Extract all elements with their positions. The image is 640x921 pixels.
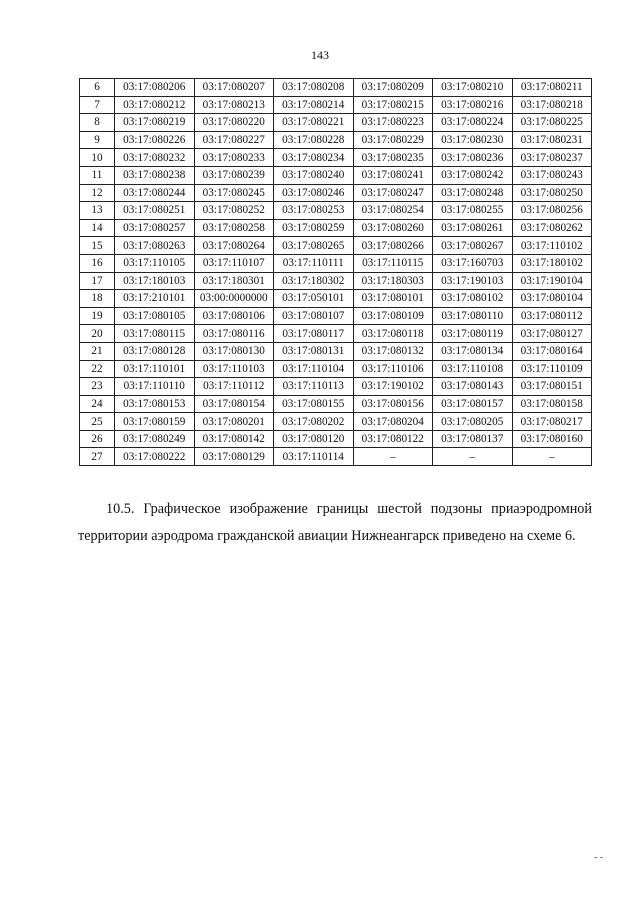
cadastral-number-cell: – [512,448,592,466]
cadastral-number-cell: 03:17:180302 [274,272,354,290]
row-number-cell: 22 [80,360,115,378]
table-row [80,325,592,343]
row-number-cell: 24 [80,395,115,413]
row-number-cell: 10 [80,149,115,167]
cadastral-number-cell: 03:17:110107 [194,254,274,272]
cadastral-number-cell: 03:17:080201 [194,413,274,431]
cadastral-number-cell: 03:17:110106 [353,360,433,378]
cadastral-number-cell: 03:17:080245 [194,184,274,202]
cadastral-number-cell: 03:17:080134 [433,342,513,360]
cadastral-number-cell: 03:17:080241 [353,166,433,184]
cadastral-number-cell: 03:17:080248 [433,184,513,202]
cadastral-number-cell: 03:17:080129 [194,448,274,466]
row-number-cell: 25 [80,413,115,431]
cadastral-number-cell: 03:17:080159 [115,413,195,431]
cadastral-number-cell: – [353,448,433,466]
cadastral-number-cell: 03:17:080127 [512,325,592,343]
table-row [80,307,592,325]
table-row [80,114,592,132]
row-number-cell: 11 [80,166,115,184]
cadastral-number-cell: 03:17:080217 [512,413,592,431]
cadastral-number-cell: 03:17:080204 [353,413,433,431]
cadastral-number-cell: 03:17:080215 [353,96,433,114]
table-row [80,413,592,431]
scan-mark: - - [594,852,604,863]
cadastral-number-cell: 03:17:080155 [274,395,354,413]
cadastral-number-cell: 03:17:080246 [274,184,354,202]
cadastral-number-cell: 03:17:080267 [433,237,513,255]
row-number-cell: 23 [80,378,115,396]
cadastral-number-cell: 03:17:080258 [194,219,274,237]
cadastral-number-cell: 03:17:080102 [433,290,513,308]
cadastral-number-cell: 03:17:080207 [194,79,274,97]
cadastral-number-cell: 03:17:080109 [353,307,433,325]
cadastral-number-cell: 03:17:190104 [512,272,592,290]
cadastral-number-cell: 03:17:110102 [512,237,592,255]
cadastral-number-cell: 03:17:180303 [353,272,433,290]
cadastral-number-cell: 03:17:110112 [194,378,274,396]
cadastral-number-cell: 03:17:110105 [115,254,195,272]
table-row [80,290,592,308]
cadastral-number-cell: 03:17:080160 [512,430,592,448]
cadastral-number-cell: 03:17:080154 [194,395,274,413]
cadastral-number-cell: 03:17:080209 [353,79,433,97]
cadastral-number-cell: 03:17:080219 [115,114,195,132]
row-number-cell: 21 [80,342,115,360]
row-number-cell: 15 [80,237,115,255]
cadastral-number-cell: 03:17:080227 [194,131,274,149]
cadastral-number-cell: 03:17:080231 [512,131,592,149]
cadastral-number-cell: 03:17:080105 [115,307,195,325]
cadastral-number-cell: 03:17:080122 [353,430,433,448]
row-number-cell: 12 [80,184,115,202]
cadastral-number-cell: 03:17:180301 [194,272,274,290]
cadastral-number-cell: 03:17:080220 [194,114,274,132]
cadastral-number-cell: 03:17:080143 [433,378,513,396]
cadastral-number-cell: 03:17:050101 [274,290,354,308]
cadastral-number-cell: 03:17:080223 [353,114,433,132]
table-row [80,79,592,97]
table-row [80,96,592,114]
row-number-cell: 9 [80,131,115,149]
cadastral-number-cell: 03:17:080232 [115,149,195,167]
cadastral-number-cell: 03:17:080213 [194,96,274,114]
table-row [80,131,592,149]
cadastral-number-cell: 03:17:080211 [512,79,592,97]
cadastral-number-cell: 03:17:080120 [274,430,354,448]
cadastral-number-cell: 03:17:080226 [115,131,195,149]
table-row [80,360,592,378]
table-row [80,272,592,290]
row-number-cell: 17 [80,272,115,290]
row-number-cell: 8 [80,114,115,132]
table-row [80,184,592,202]
table-body [80,79,592,466]
cadastral-number-cell: 03:17:080254 [353,202,433,220]
cadastral-number-cell: 03:17:080156 [353,395,433,413]
row-number-cell: 27 [80,448,115,466]
cadastral-number-cell: 03:17:080238 [115,166,195,184]
cadastral-number-cell: 03:00:0000000 [194,290,274,308]
cadastral-number-cell: 03:17:080132 [353,342,433,360]
cadastral-number-cell: 03:17:080243 [512,166,592,184]
cadastral-number-cell: 03:17:110114 [274,448,354,466]
section-paragraph [78,496,592,550]
cadastral-number-cell: 03:17:080237 [512,149,592,167]
cadastral-number-cell: 03:17:080210 [433,79,513,97]
cadastral-number-cell: 03:17:080116 [194,325,274,343]
cadastral-number-cell: 03:17:080244 [115,184,195,202]
cadastral-number-cell: 03:17:080158 [512,395,592,413]
page-number: 143 [311,48,329,62]
cadastral-number-cell: 03:17:080255 [433,202,513,220]
cadastral-number-cell: 03:17:080234 [274,149,354,167]
cadastral-number-cell: 03:17:080208 [274,79,354,97]
cadastral-number-cell: 03:17:080261 [433,219,513,237]
cadastral-number-cell: 03:17:080266 [353,237,433,255]
cadastral-number-cell: 03:17:080110 [433,307,513,325]
cadastral-number-cell: 03:17:080128 [115,342,195,360]
cadastral-number-cell: 03:17:080119 [433,325,513,343]
cadastral-number-cell: 03:17:080239 [194,166,274,184]
cadastral-number-cell: 03:17:080137 [433,430,513,448]
cadastral-number-cell: 03:17:080242 [433,166,513,184]
cadastral-number-cell: 03:17:110113 [274,378,354,396]
cadastral-number-cell: 03:17:080233 [194,149,274,167]
cadastral-number-cell: 03:17:080202 [274,413,354,431]
cadastral-number-cell: 03:17:110104 [274,360,354,378]
cadastral-number-cell: 03:17:080240 [274,166,354,184]
cadastral-number-cell: 03:17:080104 [512,290,592,308]
cadastral-number-cell: 03:17:080251 [115,202,195,220]
table-row [80,395,592,413]
cadastral-number-cell: 03:17:080260 [353,219,433,237]
cadastral-number-cell: 03:17:080131 [274,342,354,360]
cadastral-number-cell: 03:17:080235 [353,149,433,167]
cadastral-number-cell: 03:17:180102 [512,254,592,272]
cadastral-number-cell: 03:17:190102 [353,378,433,396]
cadastral-number-cell: 03:17:080153 [115,395,195,413]
cadastral-number-cell: 03:17:080112 [512,307,592,325]
table-row [80,237,592,255]
cadastral-number-cell: 03:17:110109 [512,360,592,378]
cadastral-number-cell: 03:17:080142 [194,430,274,448]
table-row [80,202,592,220]
row-number-cell: 14 [80,219,115,237]
cadastral-number-cell: 03:17:080115 [115,325,195,343]
cadastral-number-cell: 03:17:080205 [433,413,513,431]
cadastral-number-cell: 03:17:210101 [115,290,195,308]
row-number-cell: 26 [80,430,115,448]
cadastral-number-cell: 03:17:080236 [433,149,513,167]
cadastral-number-cell: 03:17:080216 [433,96,513,114]
table-row [80,219,592,237]
cadastral-number-cell: 03:17:080264 [194,237,274,255]
cadastral-number-cell: 03:17:080206 [115,79,195,97]
cadastral-number-cell: 03:17:080118 [353,325,433,343]
cadastral-number-cell: – [433,448,513,466]
row-number-cell: 18 [80,290,115,308]
cadastral-number-cell: 03:17:080151 [512,378,592,396]
row-number-cell: 6 [80,79,115,97]
cadastral-number-cell: 03:17:110115 [353,254,433,272]
paragraph-line-2: территории аэродрома гражданской авиации Нижнеангарск приведено на схеме 6. [78,528,576,544]
table-row [80,448,592,466]
cadastral-number-cell: 03:17:160703 [433,254,513,272]
cadastral-number-cell: 03:17:080263 [115,237,195,255]
cadastral-number-cell: 03:17:080214 [274,96,354,114]
row-number-cell: 19 [80,307,115,325]
cadastral-number-cell: 03:17:080228 [274,131,354,149]
cadastral-numbers-table [79,78,592,466]
cadastral-number-cell: 03:17:110101 [115,360,195,378]
cadastral-number-cell: 03:17:080253 [274,202,354,220]
cadastral-number-cell: 03:17:110103 [194,360,274,378]
row-number-cell: 7 [80,96,115,114]
row-number-cell: 16 [80,254,115,272]
table-row [80,254,592,272]
table-row [80,430,592,448]
cadastral-number-cell: 03:17:080225 [512,114,592,132]
cadastral-number-cell: 03:17:110111 [274,254,354,272]
cadastral-number-cell: 03:17:080250 [512,184,592,202]
cadastral-number-cell: 03:17:080256 [512,202,592,220]
row-number-cell: 20 [80,325,115,343]
cadastral-number-cell: 03:17:080101 [353,290,433,308]
cadastral-number-cell: 03:17:080259 [274,219,354,237]
cadastral-number-cell: 03:17:080221 [274,114,354,132]
cadastral-number-cell: 03:17:110108 [433,360,513,378]
cadastral-number-cell: 03:17:080224 [433,114,513,132]
cadastral-number-cell: 03:17:080157 [433,395,513,413]
cadastral-number-cell: 03:17:080107 [274,307,354,325]
cadastral-number-cell: 03:17:180103 [115,272,195,290]
table-row [80,378,592,396]
cadastral-number-cell: 03:17:080257 [115,219,195,237]
paragraph-line-1: 10.5. Графическое изображение границы шестой подзоны приаэродромной [106,501,592,517]
cadastral-number-cell: 03:17:080262 [512,219,592,237]
cadastral-number-cell: 03:17:080247 [353,184,433,202]
cadastral-number-cell: 03:17:080106 [194,307,274,325]
cadastral-number-cell: 03:17:080252 [194,202,274,220]
cadastral-number-cell: 03:17:110110 [115,378,195,396]
table-row [80,166,592,184]
table-row [80,342,592,360]
cadastral-number-cell: 03:17:080130 [194,342,274,360]
cadastral-number-cell: 03:17:080164 [512,342,592,360]
cadastral-number-cell: 03:17:080218 [512,96,592,114]
cadastral-number-cell: 03:17:080229 [353,131,433,149]
table-row [80,149,592,167]
cadastral-number-cell: 03:17:080222 [115,448,195,466]
cadastral-number-cell: 03:17:080265 [274,237,354,255]
row-number-cell: 13 [80,202,115,220]
cadastral-number-cell: 03:17:080117 [274,325,354,343]
cadastral-number-cell: 03:17:080212 [115,96,195,114]
cadastral-number-cell: 03:17:080230 [433,131,513,149]
cadastral-number-cell: 03:17:080249 [115,430,195,448]
cadastral-number-cell: 03:17:190103 [433,272,513,290]
